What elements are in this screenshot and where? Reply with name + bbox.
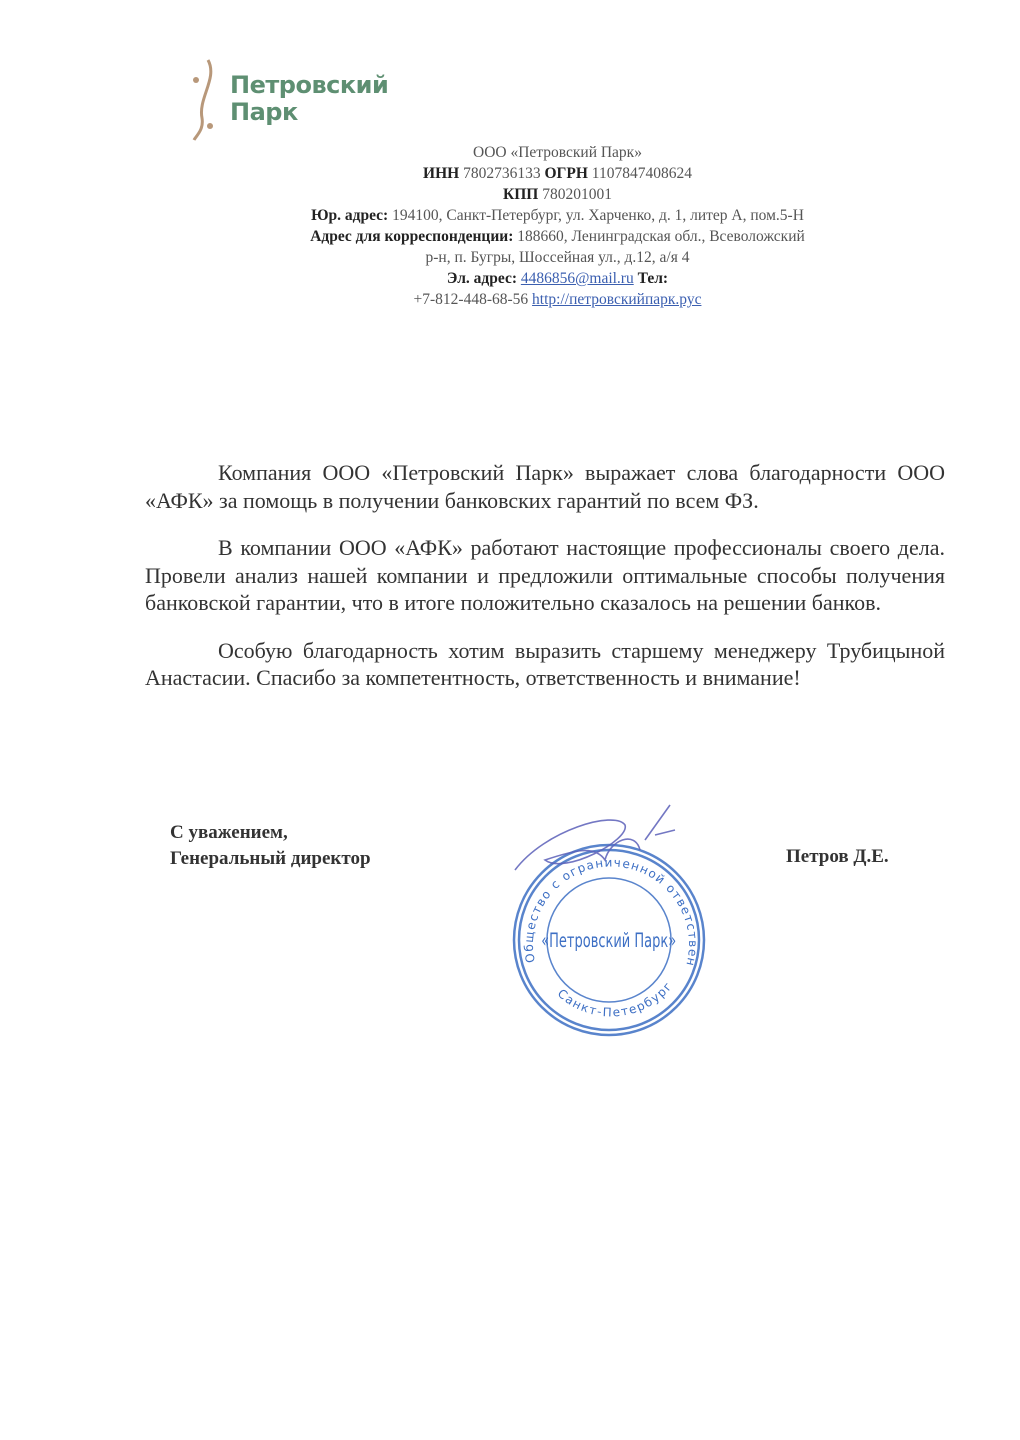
mail-label: Адрес для корреспонденции: — [310, 228, 514, 245]
ogrn: 1107847408624 — [591, 165, 692, 182]
website-link[interactable]: http://петровскийпарк.рус — [532, 291, 702, 308]
letterhead — [270, 142, 845, 310]
phone: +7-812-448-68-56 — [413, 291, 529, 308]
company-stamp — [505, 800, 715, 1040]
kpp-label: КПП — [503, 186, 539, 203]
paragraph-2: В компании ООО «АФК» работают настоящие профессионалы своего дела. Провели анализ нашей компании и предложили оптимальные способы получения банковской гарантии, что в итоге положительно сказалось на решении банков. — [145, 535, 945, 615]
kpp: 780201001 — [542, 186, 612, 203]
stamp-city: Санкт-Петербург — [554, 978, 676, 1020]
legal-label: Юр. адрес: — [311, 207, 389, 224]
signature-block — [170, 820, 371, 872]
letter-body — [145, 459, 945, 712]
company-logo — [188, 58, 398, 143]
logo-line2: Парк — [230, 98, 298, 126]
ogrn-label: ОГРН — [544, 165, 588, 182]
stamp-center-text: «Петровский Парк» — [541, 930, 677, 953]
inn: 7802736133 — [463, 165, 541, 182]
logo-swirl-icon — [188, 58, 228, 143]
signer-name: Петров Д.Е. — [786, 846, 889, 867]
mail-address-2: р-н, п. Бугры, Шоссейная ул., д.12, а/я 4 — [425, 249, 690, 266]
regards: С уважением, — [170, 822, 288, 843]
paragraph-1: Компания ООО «Петровский Парк» выражает слова благодарности ООО «АФК» за помощь в получении банковских гарантий по всем ФЗ. — [145, 460, 945, 513]
stamp-outer-text: Общество с ограниченной ответствен — [521, 855, 701, 969]
svg-text:Санкт-Петербург — [555, 979, 676, 1020]
legal-address: 194100, Санкт-Петербург, ул. Харченко, д. 1, литер А, пом.5-Н — [392, 207, 804, 224]
inn-label: ИНН — [423, 165, 460, 182]
paragraph-3: Особую благодарность хотим выразить старшему менеджеру Трубицыной Анастасии. Спасибо за компетентность, ответственность и внимание! — [145, 637, 945, 690]
email-label: Эл. адрес: — [446, 270, 517, 287]
mail-address: 188660, Ленинградская обл., Всеволожский — [517, 228, 805, 245]
email-link[interactable]: 4486856@mail.ru — [520, 270, 634, 287]
company-name: ООО «Петровский Парк» — [473, 144, 642, 161]
position: Генеральный директор — [170, 848, 371, 869]
phone-label: Тел: — [637, 270, 669, 287]
logo-line1: Петровский — [230, 71, 389, 99]
